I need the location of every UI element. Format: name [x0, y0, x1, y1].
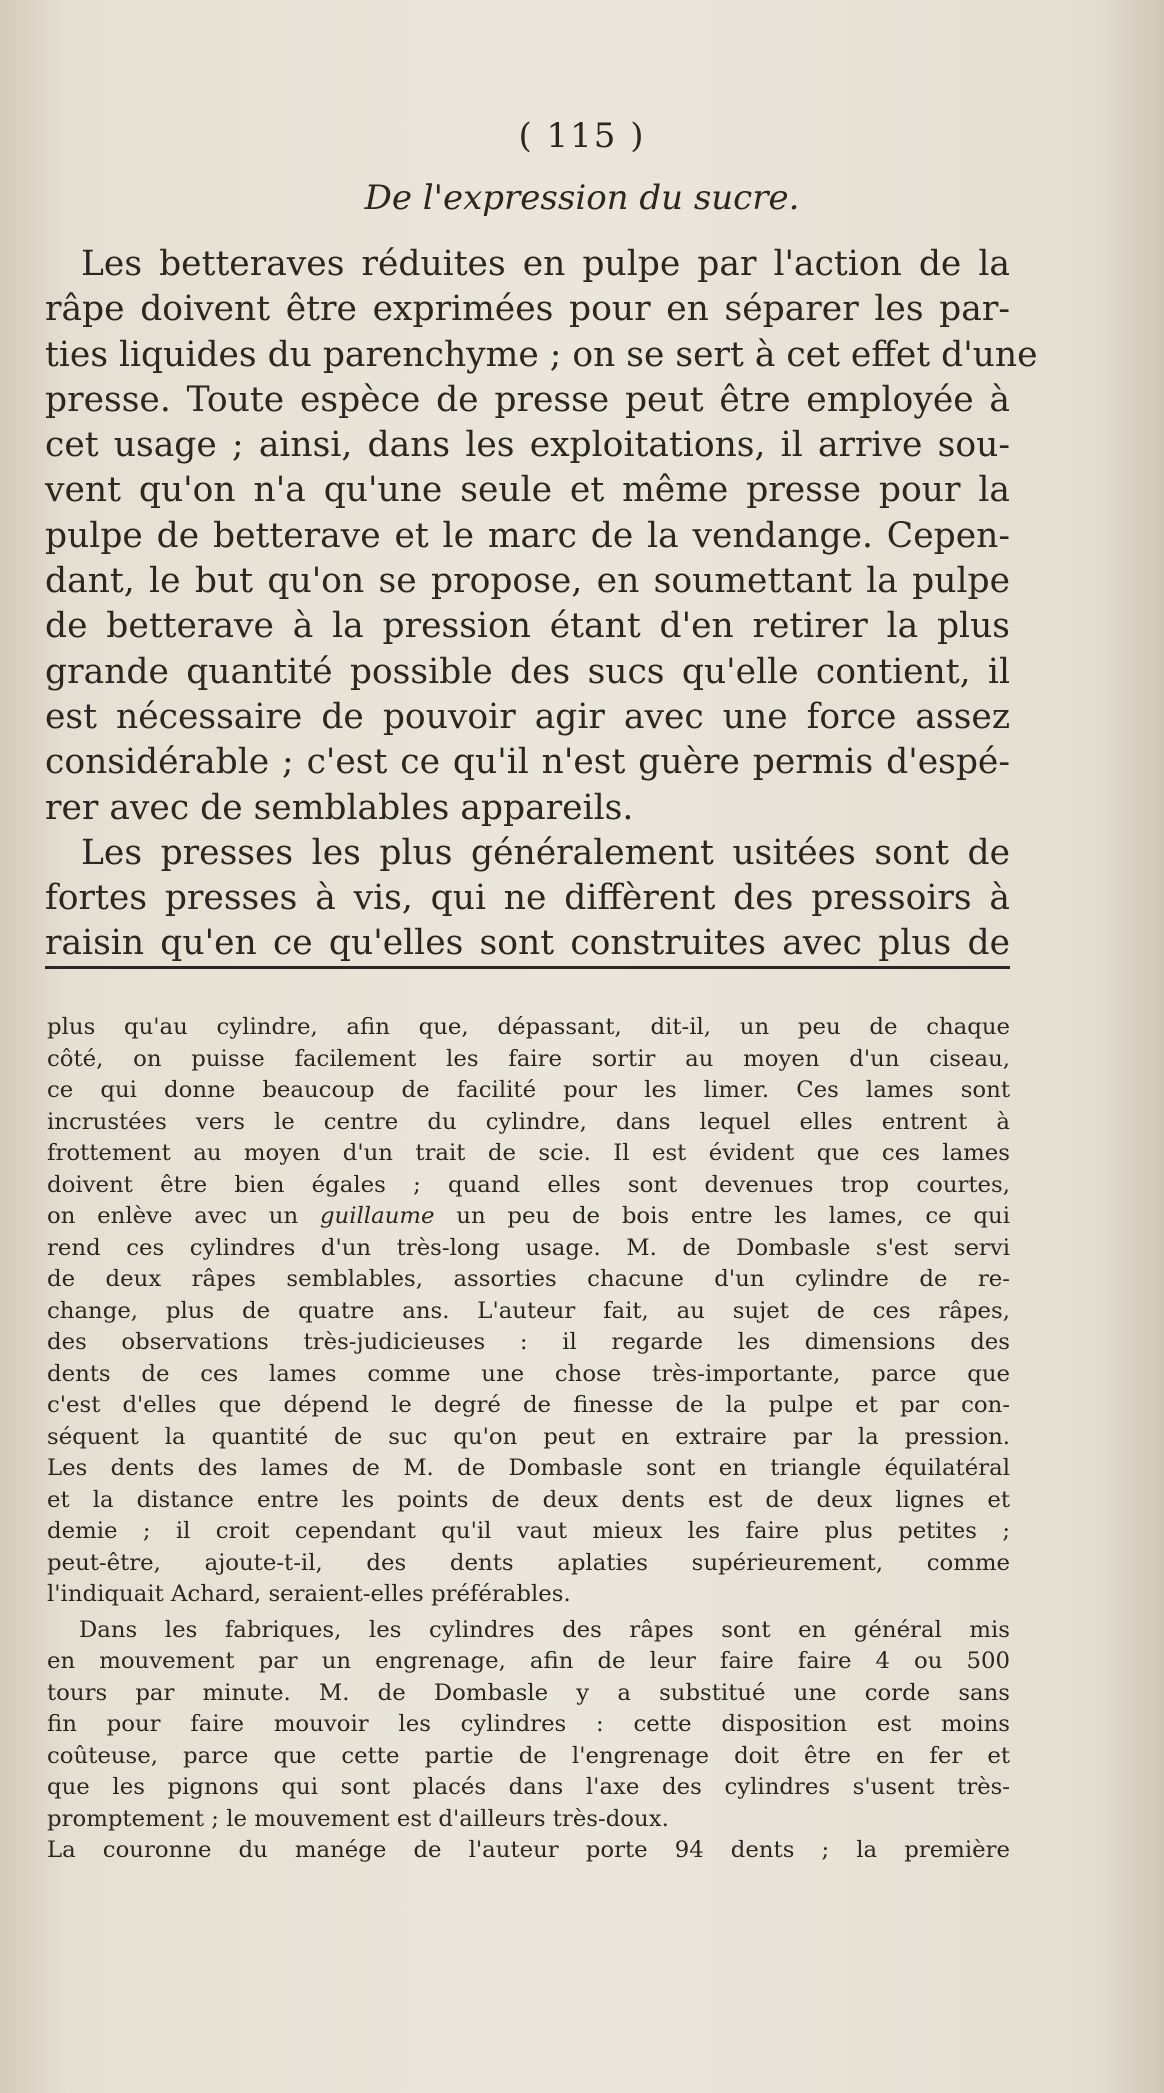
footnote-line: des observations très-judicieuses : il regarde les dimensions des — [47, 1329, 1010, 1355]
footnote-line: incrustées vers le centre du cylindre, dans lequel elles entrent à — [47, 1108, 1010, 1135]
page-number: ( 115 ) — [518, 116, 646, 156]
main-text-line: Les presses les plus généralement usitées sont de — [81, 832, 1010, 873]
main-text-line: Les betteraves réduites en pulpe par l'action de la — [81, 244, 1010, 284]
main-text-line: râpe doivent être exprimées pour en séparer les par- — [45, 289, 1010, 330]
footnote-line: rend ces cylindres d'un très-long usage. M. de Dombasle s'est servi — [47, 1234, 1010, 1261]
main-text-line: rer avec de semblables appareils. — [45, 787, 634, 828]
main-text-line: dant, le but qu'on se propose, en soumettant la pulpe — [45, 561, 1010, 602]
footnote-separator-rule — [45, 966, 1010, 969]
footnote-line: doivent être bien égales ; quand elles sont devenues trop courtes, — [47, 1171, 1010, 1198]
footnote-line: frottement au moyen d'un trait de scie. Il est évident que ces lames — [47, 1140, 1010, 1166]
footnote-line: demie ; il croit cependant qu'il vaut mieux les faire plus petites ; — [47, 1518, 1010, 1544]
footnote-line: on enlève avec un guillaume un peu de bois entre les lames, ce qui — [47, 1203, 1010, 1229]
main-text-line: ties liquides du parenchyme ; on se sert à cet effet d'une — [45, 334, 1038, 375]
footnote-line: change, plus de quatre ans. L'auteur fait, au sujet de ces râpes, — [47, 1297, 1010, 1324]
main-text-line: fortes presses à vis, qui ne diffèrent des pressoirs à — [45, 878, 1010, 919]
main-text-line: pulpe de betterave et le marc de la vendange. Cepen- — [45, 515, 1010, 556]
main-text-line: raisin qu'en ce qu'elles sont construites avec plus de — [45, 923, 1010, 964]
main-text-line: considérable ; c'est ce qu'il n'est guère permis d'espé- — [45, 742, 1010, 783]
footnote-line: séquent la quantité de suc qu'on peut en extraire par la pression. — [47, 1423, 1010, 1450]
footnote-line: Les dents des lames de M. de Dombasle sont en triangle équilatéral — [47, 1455, 1010, 1481]
footnote-line: c'est d'elles que dépend le degré de finesse de la pulpe et par con- — [47, 1392, 1010, 1418]
footnote-line: coûteuse, parce que cette partie de l'engrenage doit être en fer et — [47, 1742, 1010, 1769]
main-text-line: est nécessaire de pouvoir agir avec une force assez — [45, 696, 1010, 737]
footnote-line: l'indiquait Achard, seraient-elles préférables. — [47, 1581, 571, 1607]
footnote-line: et la distance entre les points de deux dents est de deux lignes et — [47, 1486, 1010, 1513]
footnote-line: tours par minute. M. de Dombasle y a substitué une corde sans — [47, 1679, 1010, 1706]
main-text-line: vent qu'on n'a qu'une seule et même presse pour la — [45, 470, 1010, 511]
footnote-line: ce qui donne beaucoup de facilité pour les limer. Ces lames sont — [47, 1077, 1010, 1103]
main-text-block — [45, 242, 1038, 967]
footnote-block — [47, 1012, 1010, 1867]
section-title: De l'expression du sucre. — [364, 178, 800, 218]
footnote-line: La couronne du manége de l'auteur porte 94 dents ; la première — [47, 1837, 1010, 1863]
footnote-line: Dans les fabriques, les cylindres des râpes sont en général mis — [79, 1616, 1010, 1643]
footnote-line: plus qu'au cylindre, afin que, dépassant, dit-il, un peu de chaque — [47, 1014, 1010, 1040]
footnote-line: de deux râpes semblables, assorties chacune d'un cylindre de re- — [47, 1266, 1010, 1292]
main-text-line: cet usage ; ainsi, dans les exploitations, il arrive sou- — [45, 425, 1010, 466]
footnote-line: côté, on puisse facilement les faire sortir au moyen d'un ciseau, — [47, 1045, 1010, 1072]
footnote-line: dents de ces lames comme une chose très-importante, parce que — [47, 1360, 1010, 1387]
footnote-line: fin pour faire mouvoir les cylindres : cette disposition est moins — [47, 1711, 1010, 1737]
footnote-line: promptement ; le mouvement est d'ailleurs très-doux. — [47, 1805, 669, 1832]
footnote-line: peut-être, ajoute-t-il, des dents aplaties supérieurement, comme — [47, 1549, 1010, 1576]
footnote-line: que les pignons qui sont placés dans l'axe des cylindres s'usent très- — [47, 1774, 1010, 1800]
footnote-line: en mouvement par un engrenage, afin de leur faire faire 4 ou 500 — [47, 1648, 1010, 1674]
main-text-line: presse. Toute espèce de presse peut être employée à — [45, 379, 1010, 420]
main-text-line: grande quantité possible des sucs qu'elle contient, il — [45, 651, 1010, 692]
main-text-line: de betterave à la pression étant d'en retirer la plus — [45, 606, 1010, 647]
